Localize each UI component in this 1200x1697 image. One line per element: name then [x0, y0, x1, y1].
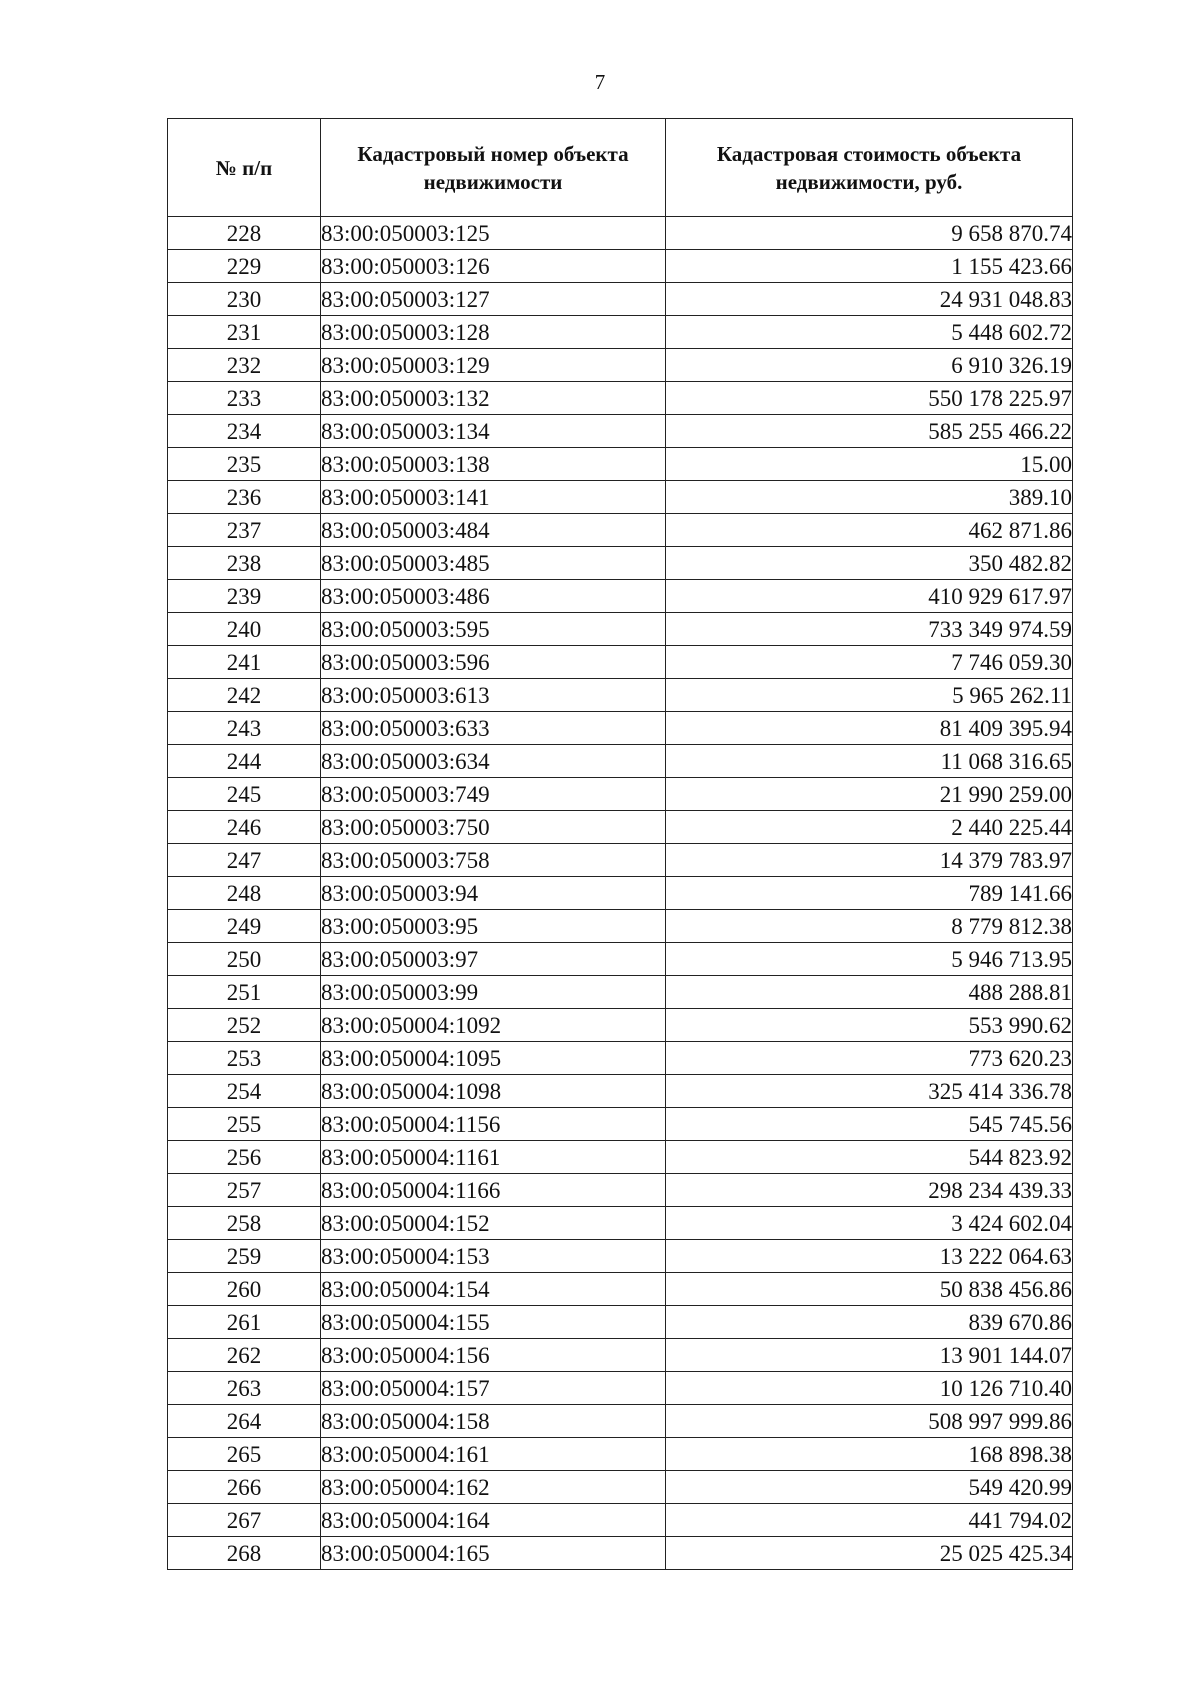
cadastral-value-cell: 350 482.82 [666, 547, 1073, 580]
cadastral-number-cell: 83:00:050004:156 [321, 1339, 666, 1372]
cadastral-number-cell: 83:00:050003:126 [321, 250, 666, 283]
table-row [168, 1306, 1073, 1339]
cadastral-number-cell: 83:00:050003:613 [321, 679, 666, 712]
cadastral-value-cell: 839 670.86 [666, 1306, 1073, 1339]
table-row [168, 1537, 1073, 1570]
cadastral-number-cell: 83:00:050003:484 [321, 514, 666, 547]
row-number-cell: 233 [168, 382, 321, 415]
row-number-cell: 246 [168, 811, 321, 844]
row-number-cell: 245 [168, 778, 321, 811]
cadastral-value-cell: 508 997 999.86 [666, 1405, 1073, 1438]
cadastral-number-cell: 83:00:050003:595 [321, 613, 666, 646]
row-number-cell: 263 [168, 1372, 321, 1405]
cadastral-value-cell: 7 746 059.30 [666, 646, 1073, 679]
cadastral-number-cell: 83:00:050003:758 [321, 844, 666, 877]
table-header [168, 119, 1073, 217]
cadastral-number-cell: 83:00:050003:486 [321, 580, 666, 613]
cadastral-number-cell: 83:00:050003:749 [321, 778, 666, 811]
row-number-cell: 238 [168, 547, 321, 580]
table-row [168, 1372, 1073, 1405]
cadastral-number-cell: 83:00:050004:1161 [321, 1141, 666, 1174]
row-number-cell: 251 [168, 976, 321, 1009]
table-row [168, 877, 1073, 910]
cadastral-value-cell: 325 414 336.78 [666, 1075, 1073, 1108]
cadastral-number-cell: 83:00:050003:634 [321, 745, 666, 778]
cadastral-value-cell: 1 155 423.66 [666, 250, 1073, 283]
cadastral-number-cell: 83:00:050003:596 [321, 646, 666, 679]
table-row [168, 514, 1073, 547]
cadastral-value-cell: 733 349 974.59 [666, 613, 1073, 646]
table-row [168, 1405, 1073, 1438]
row-number-cell: 244 [168, 745, 321, 778]
cadastral-number-cell: 83:00:050004:1092 [321, 1009, 666, 1042]
table-row [168, 283, 1073, 316]
row-number-cell: 253 [168, 1042, 321, 1075]
table-row [168, 448, 1073, 481]
cadastral-value-cell: 2 440 225.44 [666, 811, 1073, 844]
header-cadastral-number: Кадастровый номер объекта недвижимости [321, 119, 666, 217]
cadastral-number-cell: 83:00:050004:1166 [321, 1174, 666, 1207]
cadastral-value-cell: 389.10 [666, 481, 1073, 514]
cadastral-number-cell: 83:00:050004:1156 [321, 1108, 666, 1141]
cadastral-value-cell: 441 794.02 [666, 1504, 1073, 1537]
cadastral-value-cell: 11 068 316.65 [666, 745, 1073, 778]
cadastral-number-cell: 83:00:050004:161 [321, 1438, 666, 1471]
page-number: 7 [594, 70, 606, 94]
table-row [168, 1339, 1073, 1372]
row-number-cell: 264 [168, 1405, 321, 1438]
cadastral-number-cell: 83:00:050003:127 [321, 283, 666, 316]
row-number-cell: 237 [168, 514, 321, 547]
table-row [168, 382, 1073, 415]
cadastral-number-cell: 83:00:050004:162 [321, 1471, 666, 1504]
row-number-cell: 252 [168, 1009, 321, 1042]
row-number-cell: 254 [168, 1075, 321, 1108]
cadastral-number-cell: 83:00:050004:1095 [321, 1042, 666, 1075]
table-row [168, 778, 1073, 811]
cadastral-number-cell: 83:00:050003:97 [321, 943, 666, 976]
row-number-cell: 241 [168, 646, 321, 679]
cadastral-value-cell: 773 620.23 [666, 1042, 1073, 1075]
row-number-cell: 240 [168, 613, 321, 646]
row-number-cell: 234 [168, 415, 321, 448]
table-row [168, 1438, 1073, 1471]
table-row [168, 1174, 1073, 1207]
table-row [168, 1075, 1073, 1108]
table-row [168, 1207, 1073, 1240]
cadastral-value-cell: 545 745.56 [666, 1108, 1073, 1141]
cadastral-value-cell: 298 234 439.33 [666, 1174, 1073, 1207]
row-number-cell: 243 [168, 712, 321, 745]
table-row [168, 349, 1073, 382]
cadastral-value-cell: 553 990.62 [666, 1009, 1073, 1042]
cadastral-number-cell: 83:00:050003:99 [321, 976, 666, 1009]
row-number-cell: 266 [168, 1471, 321, 1504]
cadastral-number-cell: 83:00:050004:153 [321, 1240, 666, 1273]
cadastral-value-cell: 14 379 783.97 [666, 844, 1073, 877]
table-row [168, 1042, 1073, 1075]
cadastral-value-cell: 462 871.86 [666, 514, 1073, 547]
row-number-cell: 256 [168, 1141, 321, 1174]
table-row [168, 415, 1073, 448]
row-number-cell: 236 [168, 481, 321, 514]
table-row [168, 811, 1073, 844]
table-row [168, 844, 1073, 877]
row-number-cell: 258 [168, 1207, 321, 1240]
cadastral-value-cell: 5 946 713.95 [666, 943, 1073, 976]
cadastral-number-cell: 83:00:050003:95 [321, 910, 666, 943]
cadastral-value-cell: 550 178 225.97 [666, 382, 1073, 415]
cadastral-number-cell: 83:00:050004:154 [321, 1273, 666, 1306]
table-row [168, 1141, 1073, 1174]
row-number-cell: 232 [168, 349, 321, 382]
cadastral-value-cell: 6 910 326.19 [666, 349, 1073, 382]
table-row [168, 316, 1073, 349]
row-number-cell: 259 [168, 1240, 321, 1273]
cadastral-number-cell: 83:00:050004:157 [321, 1372, 666, 1405]
cadastral-value-cell: 5 448 602.72 [666, 316, 1073, 349]
table-row [168, 712, 1073, 745]
table-row [168, 646, 1073, 679]
cadastral-value-cell: 10 126 710.40 [666, 1372, 1073, 1405]
table-row [168, 613, 1073, 646]
table-row [168, 679, 1073, 712]
cadastral-number-cell: 83:00:050004:1098 [321, 1075, 666, 1108]
header-row [168, 119, 1073, 217]
table-body [168, 217, 1073, 1570]
cadastral-number-cell: 83:00:050004:164 [321, 1504, 666, 1537]
cadastral-number-cell: 83:00:050003:138 [321, 448, 666, 481]
cadastral-value-cell: 549 420.99 [666, 1471, 1073, 1504]
table-row [168, 217, 1073, 250]
row-number-cell: 268 [168, 1537, 321, 1570]
row-number-cell: 230 [168, 283, 321, 316]
cadastral-number-cell: 83:00:050003:141 [321, 481, 666, 514]
row-number-cell: 267 [168, 1504, 321, 1537]
table-row [168, 1471, 1073, 1504]
header-row-number: № п/п [168, 119, 321, 217]
table-row [168, 910, 1073, 943]
row-number-cell: 229 [168, 250, 321, 283]
cadastral-number-cell: 83:00:050003:132 [321, 382, 666, 415]
cadastral-value-table [167, 118, 1073, 1570]
row-number-cell: 248 [168, 877, 321, 910]
cadastral-value-cell: 9 658 870.74 [666, 217, 1073, 250]
row-number-cell: 249 [168, 910, 321, 943]
cadastral-value-cell: 5 965 262.11 [666, 679, 1073, 712]
row-number-cell: 250 [168, 943, 321, 976]
row-number-cell: 242 [168, 679, 321, 712]
cadastral-value-cell: 13 222 064.63 [666, 1240, 1073, 1273]
cadastral-value-cell: 585 255 466.22 [666, 415, 1073, 448]
table-row [168, 745, 1073, 778]
cadastral-number-cell: 83:00:050003:129 [321, 349, 666, 382]
row-number-cell: 255 [168, 1108, 321, 1141]
table-row [168, 481, 1073, 514]
cadastral-value-cell: 50 838 456.86 [666, 1273, 1073, 1306]
table-row [168, 250, 1073, 283]
row-number-cell: 228 [168, 217, 321, 250]
cadastral-number-cell: 83:00:050004:165 [321, 1537, 666, 1570]
row-number-cell: 257 [168, 1174, 321, 1207]
cadastral-value-cell: 13 901 144.07 [666, 1339, 1073, 1372]
row-number-cell: 260 [168, 1273, 321, 1306]
cadastral-number-cell: 83:00:050003:94 [321, 877, 666, 910]
row-number-cell: 239 [168, 580, 321, 613]
row-number-cell: 265 [168, 1438, 321, 1471]
cadastral-number-cell: 83:00:050003:485 [321, 547, 666, 580]
table-row [168, 1108, 1073, 1141]
cadastral-value-cell: 488 288.81 [666, 976, 1073, 1009]
cadastral-value-cell: 8 779 812.38 [666, 910, 1073, 943]
table-row [168, 580, 1073, 613]
cadastral-value-cell: 21 990 259.00 [666, 778, 1073, 811]
header-cadastral-value: Кадастровая стоимость объекта недвижимости, руб. [666, 119, 1073, 217]
table-row [168, 943, 1073, 976]
cadastral-number-cell: 83:00:050003:125 [321, 217, 666, 250]
row-number-cell: 247 [168, 844, 321, 877]
cadastral-value-cell: 410 929 617.97 [666, 580, 1073, 613]
table-row [168, 547, 1073, 580]
cadastral-number-cell: 83:00:050004:155 [321, 1306, 666, 1339]
row-number-cell: 231 [168, 316, 321, 349]
cadastral-number-cell: 83:00:050003:750 [321, 811, 666, 844]
cadastral-number-cell: 83:00:050004:158 [321, 1405, 666, 1438]
row-number-cell: 261 [168, 1306, 321, 1339]
cadastral-value-cell: 3 424 602.04 [666, 1207, 1073, 1240]
table-row [168, 976, 1073, 1009]
row-number-cell: 235 [168, 448, 321, 481]
row-number-cell: 262 [168, 1339, 321, 1372]
cadastral-value-cell: 544 823.92 [666, 1141, 1073, 1174]
cadastral-value-cell: 168 898.38 [666, 1438, 1073, 1471]
cadastral-value-cell: 789 141.66 [666, 877, 1073, 910]
cadastral-number-cell: 83:00:050004:152 [321, 1207, 666, 1240]
table-row [168, 1240, 1073, 1273]
cadastral-number-cell: 83:00:050003:134 [321, 415, 666, 448]
cadastral-value-cell: 25 025 425.34 [666, 1537, 1073, 1570]
cadastral-number-cell: 83:00:050003:128 [321, 316, 666, 349]
table-row [168, 1009, 1073, 1042]
cadastral-value-cell: 81 409 395.94 [666, 712, 1073, 745]
table-row [168, 1273, 1073, 1306]
cadastral-number-cell: 83:00:050003:633 [321, 712, 666, 745]
table-row [168, 1504, 1073, 1537]
cadastral-value-cell: 15.00 [666, 448, 1073, 481]
cadastral-value-cell: 24 931 048.83 [666, 283, 1073, 316]
